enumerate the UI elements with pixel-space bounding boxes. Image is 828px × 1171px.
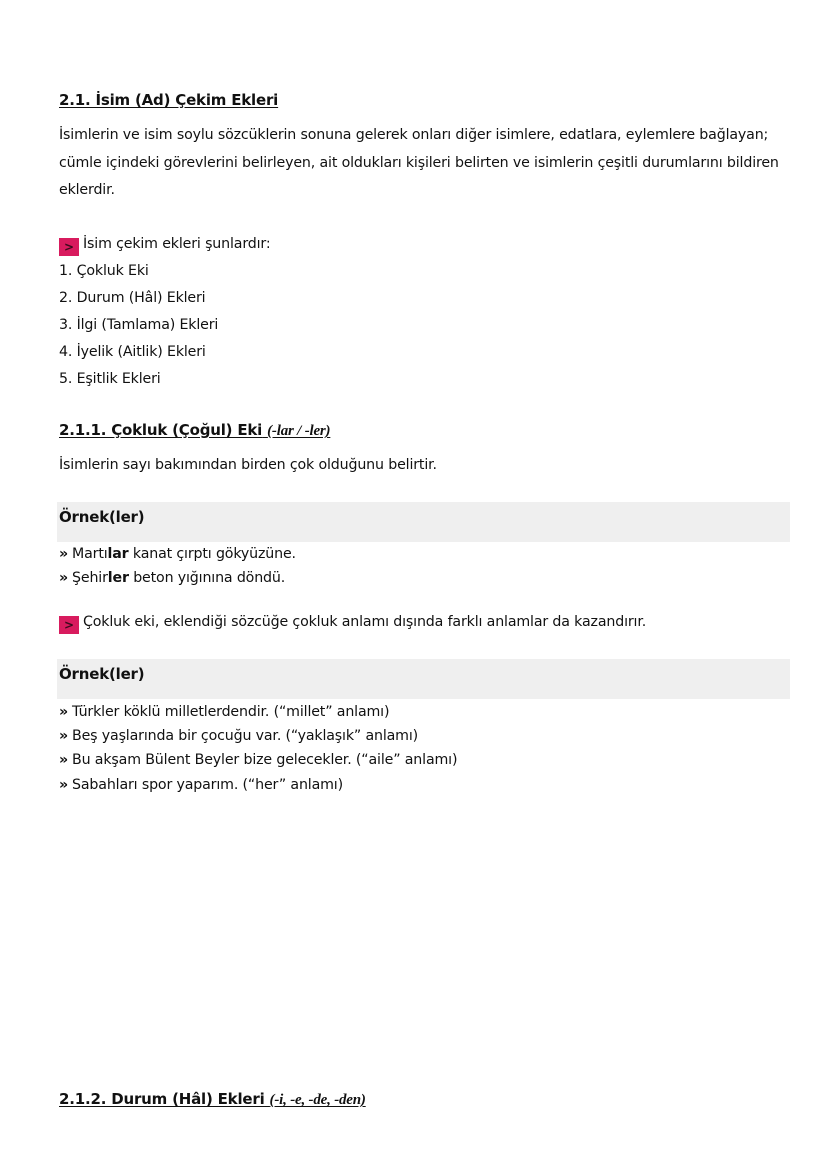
example-text: beton yığınına döndü.	[128, 570, 286, 586]
list-item: 4. İyelik (Aitlik) Ekleri	[59, 344, 206, 360]
example-item	[59, 724, 418, 749]
heading-suffix: (-lar / -ler)	[267, 423, 331, 439]
section-heading-2-1-1	[59, 421, 330, 440]
example-item	[59, 773, 343, 798]
example-item	[59, 700, 389, 725]
example-suffix-bold: lar	[107, 546, 129, 562]
example-text: Şehir	[72, 570, 108, 586]
list-item: 2. Durum (Hâl) Ekleri	[59, 290, 206, 306]
bullet-icon: »	[59, 777, 69, 793]
example-box	[57, 659, 790, 699]
intro-paragraph: İsimlerin ve isim soylu sözcüklerin sonuna gelerek onları diğer isimlere, edatlara, eylemlere bağlayan; cümle içindeki görevlerini belirleyen, ait oldukları kişileri belirten ve isimlerin çeşitli durumlarını bildiren eklerdir.	[59, 127, 779, 198]
bullet-icon: »	[59, 728, 69, 744]
section-heading-2-1-2	[59, 1090, 366, 1109]
note-text: Çokluk eki, eklendiği sözcüğe çokluk anlamı dışında farklı anlamlar da kazandırır.	[83, 614, 647, 630]
heading-text: 2.1.2. Durum (Hâl) Ekleri	[59, 1090, 265, 1108]
example-text: Martı	[72, 546, 108, 562]
list-item: 3. İlgi (Tamlama) Ekleri	[59, 317, 219, 333]
example-text: kanat çırptı gökyüzüne.	[128, 546, 296, 562]
example-text: Sabahları spor yaparım. (“her” anlamı)	[72, 777, 343, 793]
section-heading-2-1	[59, 91, 278, 109]
bullet-icon: »	[59, 546, 69, 562]
example-title: Örnek(ler)	[59, 508, 145, 526]
chevron-right-icon: >	[59, 616, 79, 634]
bullet-icon: »	[59, 704, 69, 720]
note-callout	[59, 231, 270, 258]
section-description: İsimlerin sayı bakımından birden çok olduğunu belirtir.	[59, 457, 437, 473]
example-item	[59, 542, 296, 567]
note-text: İsim çekim ekleri şunlardır:	[83, 236, 271, 252]
example-text: Bu akşam Bülent Beyler bize gelecekler. (“aile” anlamı)	[72, 752, 458, 768]
list-item: 5. Eşitlik Ekleri	[59, 371, 161, 387]
bullet-icon: »	[59, 570, 69, 586]
bullet-icon: »	[59, 752, 69, 768]
note-callout	[59, 609, 646, 636]
heading-text: 2.1. İsim (Ad) Çekim Ekleri	[59, 91, 279, 109]
example-item	[59, 748, 457, 773]
heading-suffix: (-i, -e, -de, -den)	[269, 1092, 366, 1108]
example-item	[59, 566, 285, 591]
example-box	[57, 502, 790, 542]
heading-text: 2.1.1. Çokluk (Çoğul) Eki	[59, 421, 263, 439]
example-suffix-bold: ler	[107, 570, 129, 586]
example-text: Beş yaşlarında bir çocuğu var. (“yaklaşık” anlamı)	[72, 728, 419, 744]
example-title: Örnek(ler)	[59, 665, 145, 683]
example-text: Türkler köklü milletlerdendir. (“millet” anlamı)	[72, 704, 390, 720]
list-item: 1. Çokluk Eki	[59, 263, 149, 279]
chevron-right-icon: >	[59, 238, 79, 256]
